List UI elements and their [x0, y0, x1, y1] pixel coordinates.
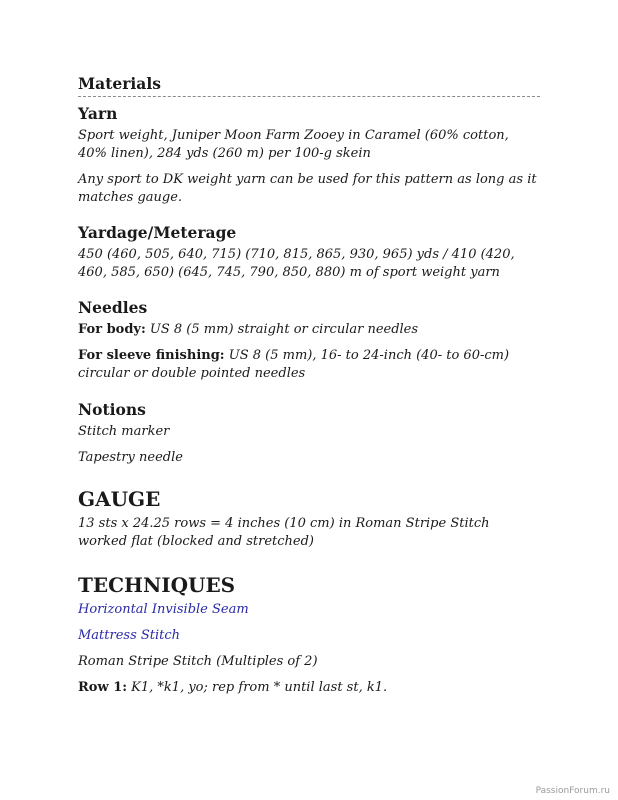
gauge-text: 13 sts x 24.25 rows = 4 inches (10 cm) in Roman Stripe Stitch worked flat (blocked and stretched)	[78, 516, 490, 549]
row-1-text: K1, *k1, yo; rep from * until last st, k1.	[127, 680, 388, 695]
gauge-heading: GAUGE	[78, 487, 161, 511]
mattress-stitch-link[interactable]: Mattress Stitch	[78, 628, 181, 643]
techniques-heading: TECHNIQUES	[78, 573, 236, 597]
yarn-description: Sport weight, Juniper Moon Farm Zooey in Caramel (60% cotton, 40% linen), 284 yds (260 m) per 100-g skein	[78, 128, 509, 161]
needles-body-label: For body:	[78, 322, 146, 337]
needles-heading: Needles	[78, 298, 148, 317]
horizontal-invisible-seam-link[interactable]: Horizontal Invisible Seam	[78, 602, 249, 617]
yarn-substitution-note: Any sport to DK weight yarn can be used for this pattern as long as it matches gauge.	[78, 172, 537, 205]
needles-body	[78, 321, 540, 339]
watermark: PassionForum.ru	[535, 786, 610, 796]
yardage-heading: Yardage/Meterage	[78, 223, 237, 242]
needles-body-text: US 8 (5 mm) straight or circular needles	[145, 322, 419, 337]
notions-item-stitch-marker: Stitch marker	[78, 424, 170, 439]
yarn-heading: Yarn	[78, 104, 118, 123]
needles-sleeve	[78, 347, 540, 383]
notions-heading: Notions	[78, 400, 146, 419]
document-page	[78, 70, 540, 697]
row-1-label: Row 1:	[78, 680, 128, 695]
yardage-text: 450 (460, 505, 640, 715) (710, 815, 865, 930, 965) yds / 410 (420, 460, 585, 650) (645, 745, 790, 850, 880) m of sport weight yarn	[78, 247, 515, 280]
needles-sleeve-label: For sleeve finishing:	[78, 348, 225, 363]
materials-heading: Materials	[78, 70, 540, 97]
row-1-instruction	[78, 679, 540, 697]
notions-item-tapestry-needle: Tapestry needle	[78, 450, 183, 465]
roman-stripe-stitch-title: Roman Stripe Stitch (Multiples of 2)	[78, 654, 318, 669]
needles-sleeve-text: US 8 (5 mm), 16- to 24-inch (40- to 60-cm) circular or double pointed needles	[78, 348, 510, 381]
